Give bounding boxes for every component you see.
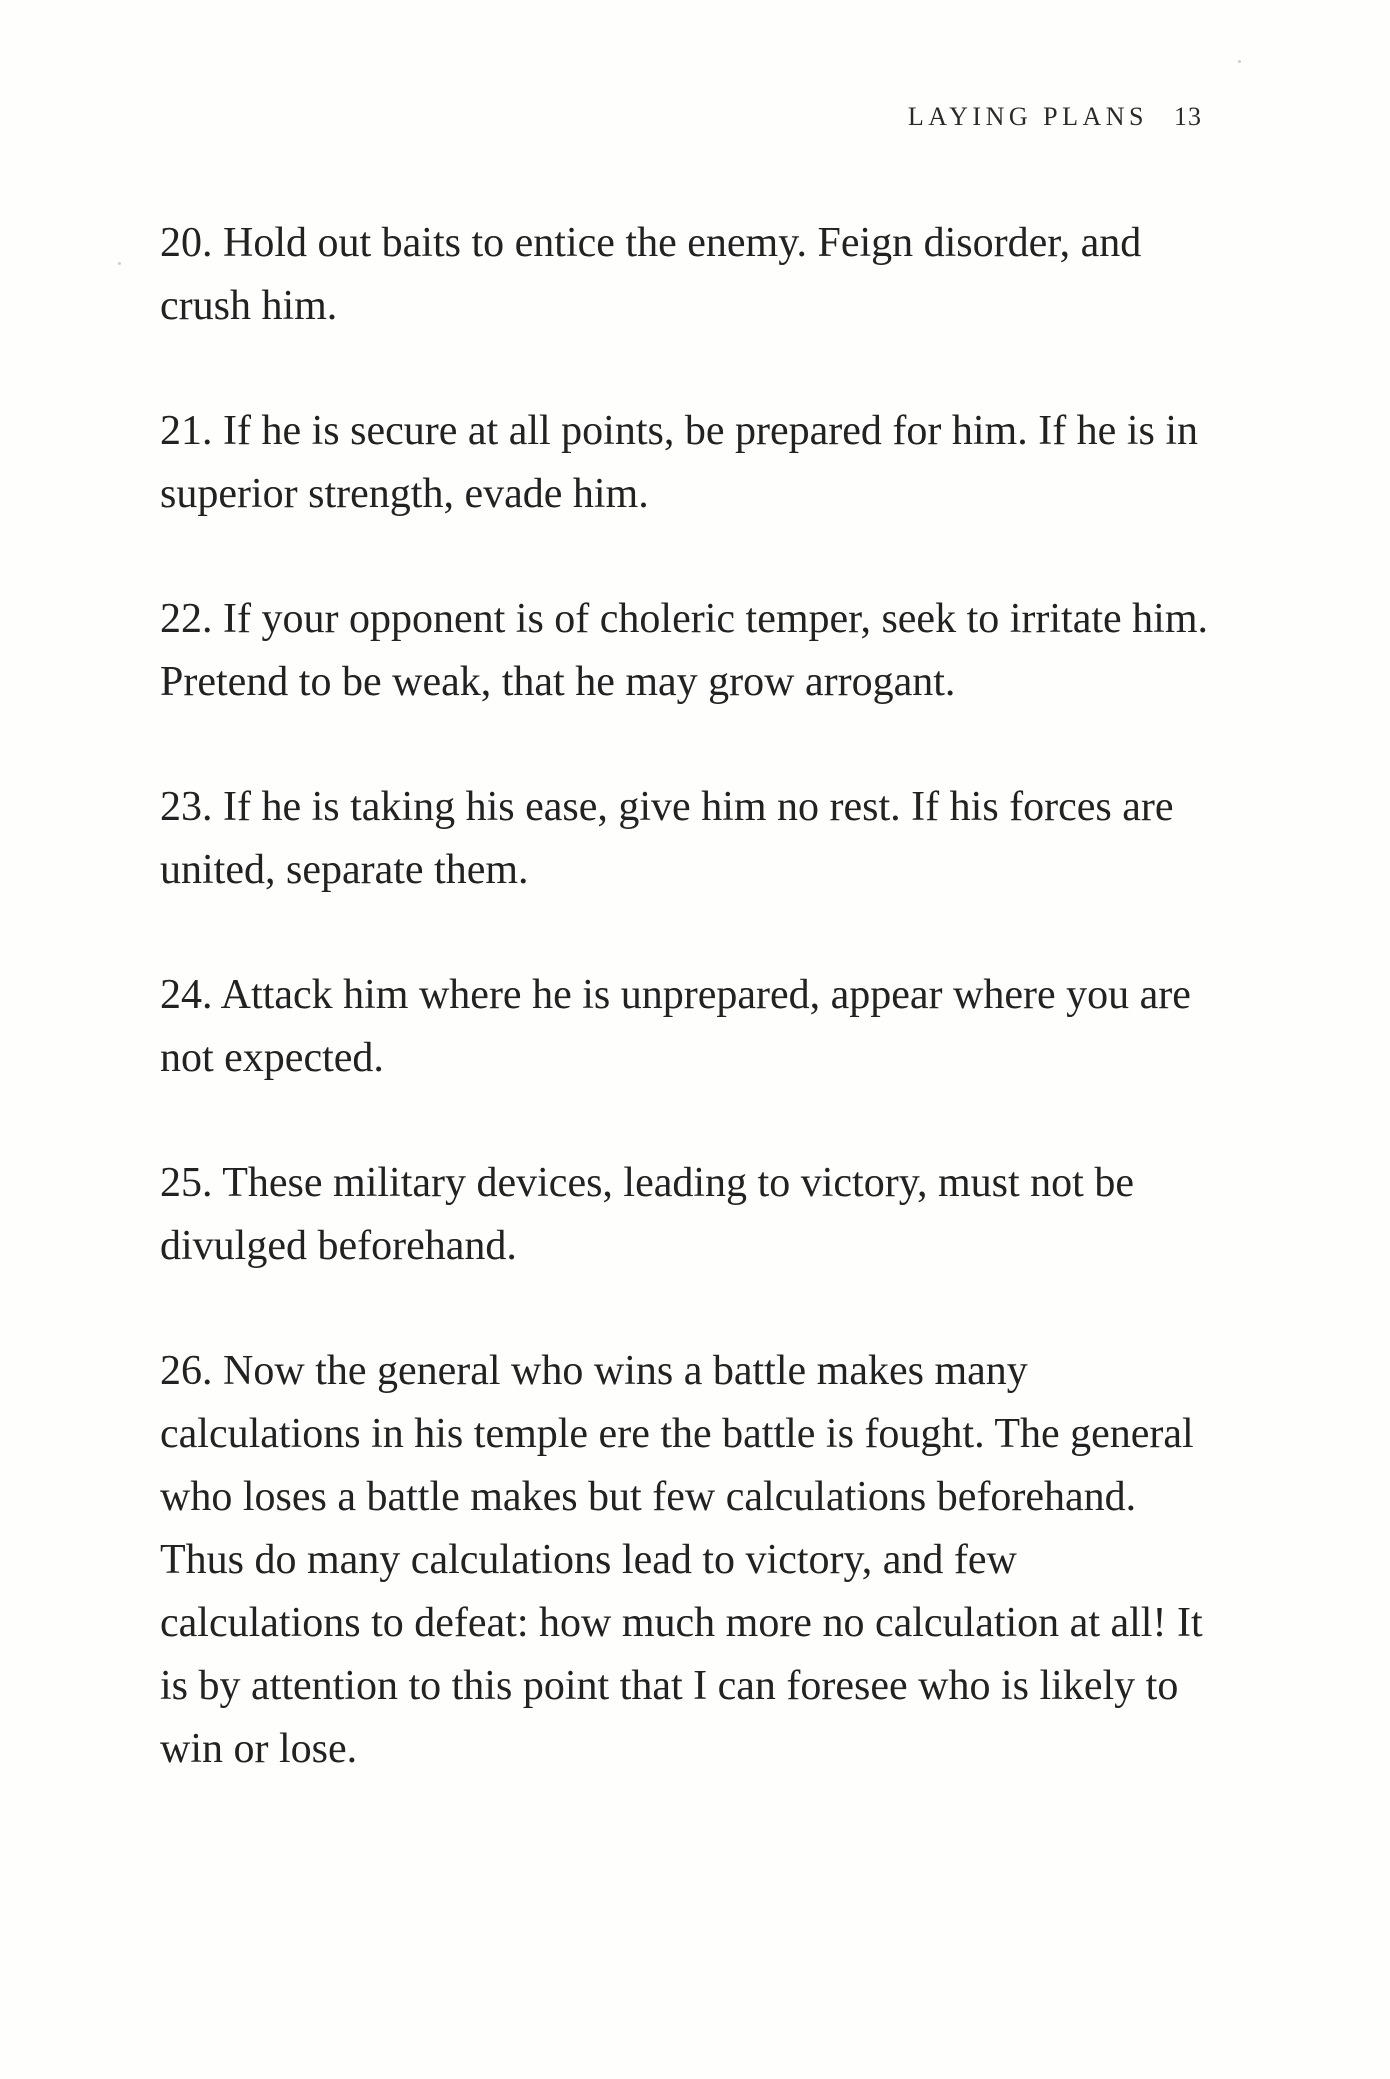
body-text — [160, 212, 1220, 1843]
running-head — [908, 102, 1202, 132]
paragraph-24: 24. Attack him where he is unprepared, appear where you are not expected. — [160, 972, 1191, 1081]
page-number: 13 — [1174, 102, 1202, 131]
paragraph-25: 25. These military devices, leading to victory, must not be divulged beforehand. — [160, 1160, 1134, 1269]
scan-speck — [1238, 60, 1241, 63]
chapter-title: LAYING PLANS — [907, 102, 1148, 131]
paragraph-20: 20. Hold out baits to entice the enemy. Feign disorder, and crush him. — [160, 220, 1142, 329]
paragraph-23: 23. If he is taking his ease, give him no rest. If his forces are united, separate them. — [160, 784, 1174, 893]
scan-speck — [118, 262, 121, 265]
paragraph-22: 22. If your opponent is of choleric temper, seek to irritate him. Pretend to be weak, that he may grow arrogant. — [160, 596, 1209, 705]
paragraph-26: 26. Now the general who wins a battle makes many calculations in his temple ere the battle is fought. The general who loses a battle makes but few calculations beforehand. Thus do many calculations lead to victory, and few calculations to defeat: how much more no calculation at all! It is by attention to this point that I can foresee who is likely to win or lose. — [160, 1348, 1203, 1772]
paragraph-21: 21. If he is secure at all points, be prepared for him. If he is in superior strength, evade him. — [160, 408, 1199, 517]
